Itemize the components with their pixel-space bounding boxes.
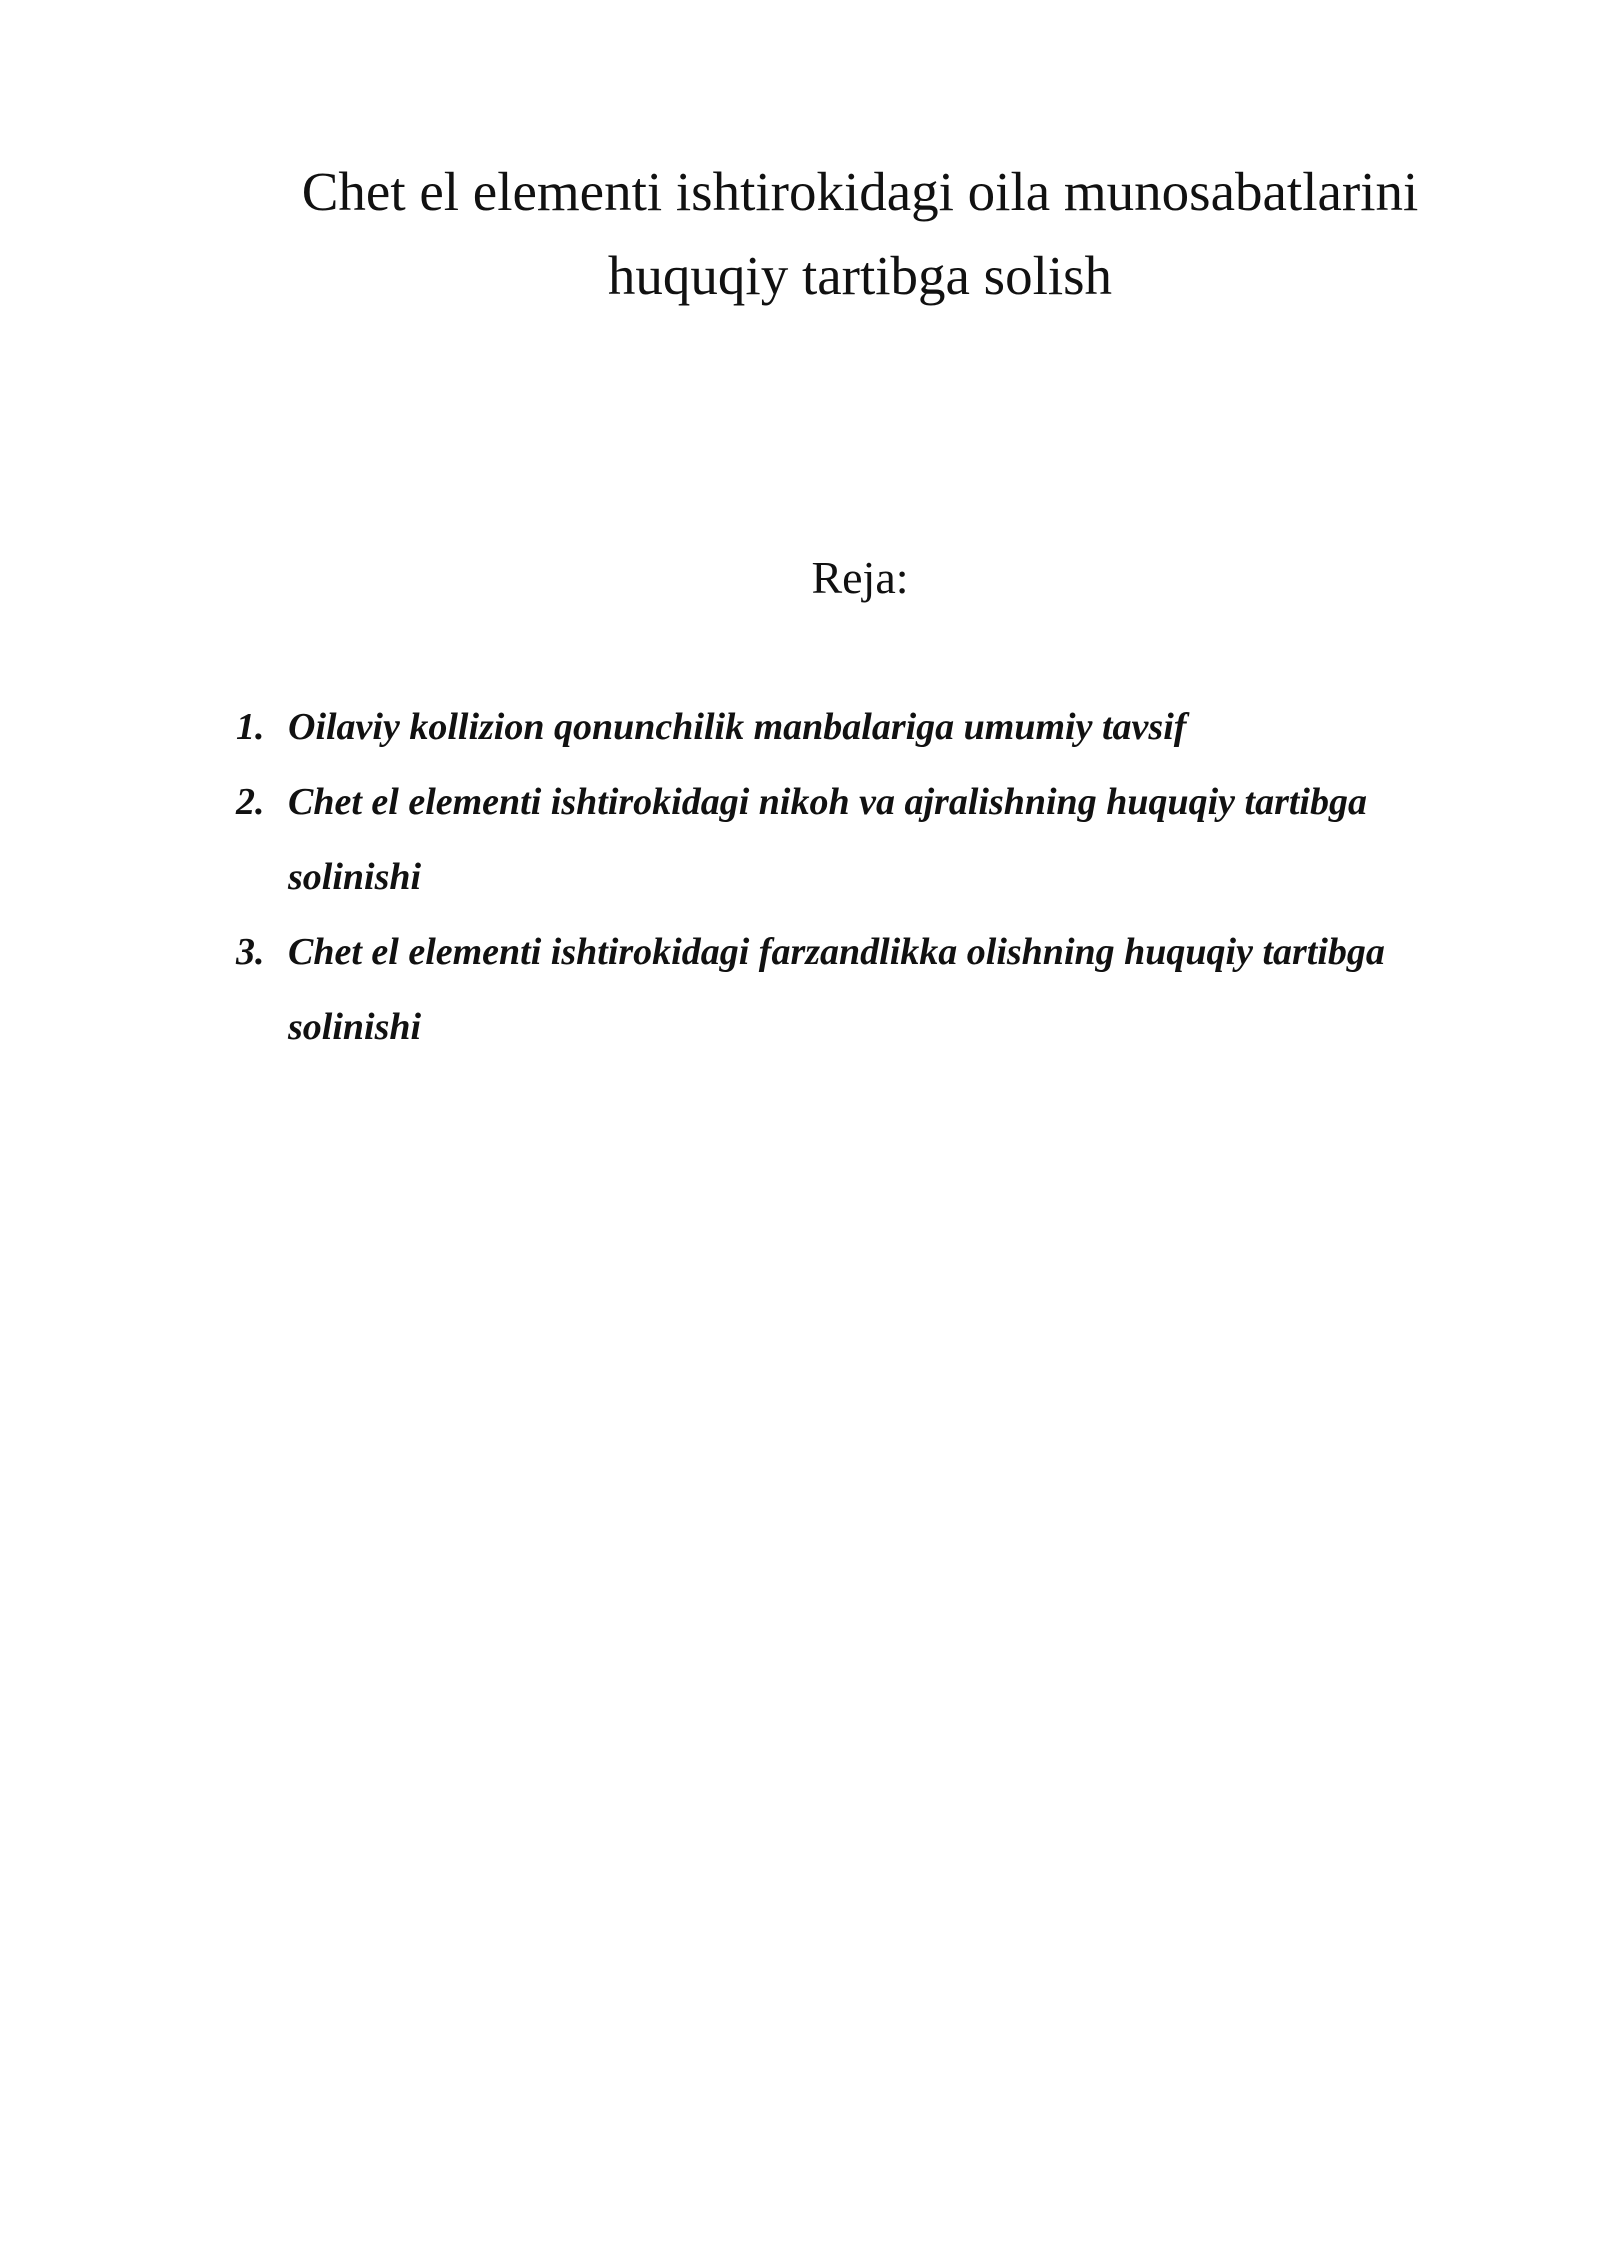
plan-item-number: 1. — [236, 706, 265, 748]
plan-item-number: 2. — [236, 781, 265, 823]
plan-item-text: Chet el elementi ishtirokidagi farzandlikka olishning huquqiy tartibga solinishi — [288, 931, 1385, 1048]
plan-item-number: 3. — [236, 931, 265, 973]
plan-item-text: Chet el elementi ishtirokidagi nikoh va ajralishning huquqiy tartibga solinishi — [288, 781, 1367, 898]
plan-list — [236, 690, 1436, 1065]
plan-item — [236, 690, 1436, 765]
plan-item — [236, 915, 1436, 1065]
document-title — [200, 150, 1520, 318]
plan-item — [236, 765, 1436, 915]
plan-heading: Reja: — [811, 552, 909, 603]
title-line-2: huquqiy tartibga solish — [607, 245, 1113, 306]
plan-item-text: Oilaviy kollizion qonunchilik manbalariga umumiy tavsif — [288, 706, 1187, 748]
title-line-1: Chet el elementi ishtirokidagi oila munosabatlarini — [301, 161, 1419, 222]
